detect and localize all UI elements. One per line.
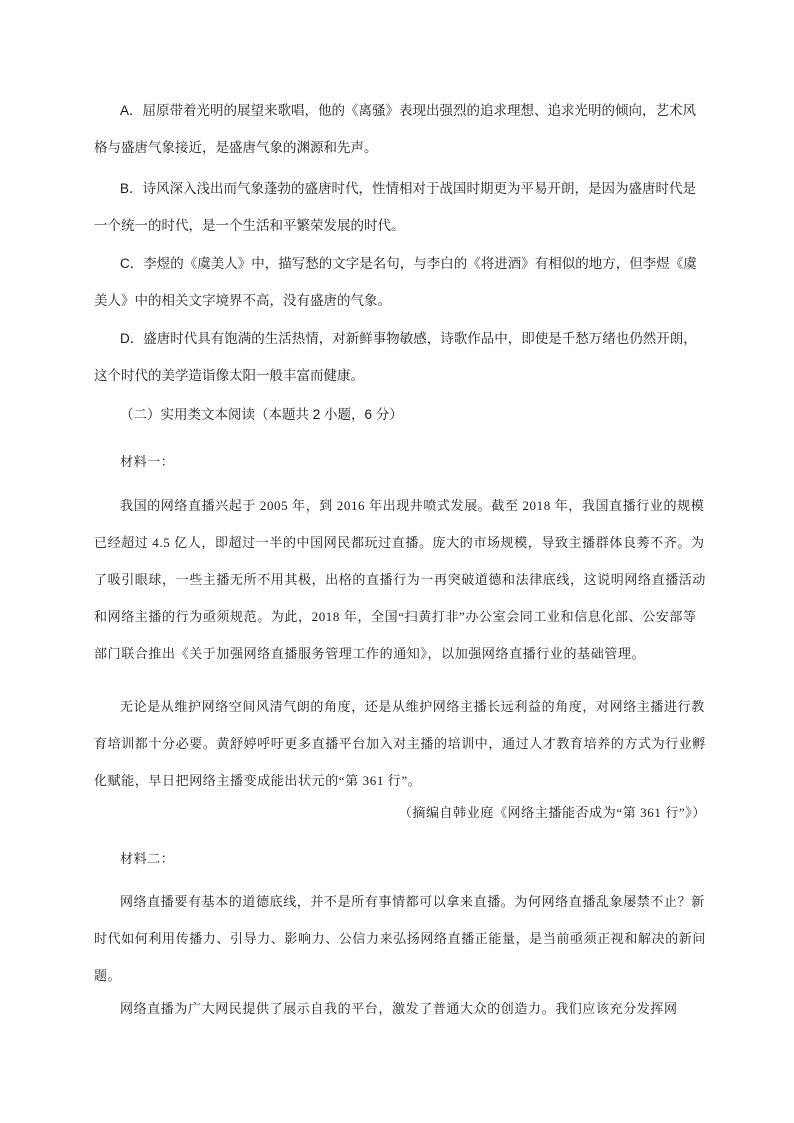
material-1-paragraph-2: 无论是从维护网络空间风清气朗的角度，还是从维护网络主播长远利益的角度，对网络主播进行教育培训都十分必要。黄舒婷呼吁更多直播平台加入对主播的培训中，通过人才教育培养的方式为行业孵化赋能，早日把网络主播变成能出状元的“第 361 行”。: [94, 699, 707, 788]
material-1-paragraph-1: 我国的网络直播兴起于 2005 年，到 2016 年出现井喷式发展。截至 2018 年，我国直播行业的规模已经超过 4.5 亿人，即超过一半的中国网民都玩过直播。庞大的市场规模，导致主播群体良莠不齐。为了吸引眼球，一些主播无所不用其极，出格的直播行为一再突破道德和法律底线，这说明网络直播活动和网络主播的行为亟须规范。为此，2018 年，全国“扫黄打非”办公室会同工业和信息化部、公安部等部门联合推出《关于加强网络直播服务管理工作的通知》，以加强网络直播行业的基础管理。: [94, 498, 707, 661]
material-2-paragraph-2: 网络直播为广大网民提供了展示自我的平台，激发了普通大众的创造力。我们应该充分发挥网: [120, 1001, 678, 1016]
material-2-label: 材料二：: [120, 851, 175, 866]
section-heading: （二）实用类文本阅读（本题共 2 小题，6 分）: [120, 407, 403, 422]
option-b: B．诗风深入浅出而气象蓬勃的盛唐时代，性情相对于战国时期更为平易开朗，是因为盛唐时代是一个统一的时代，是一个生活和平繁荣发展的时代。: [94, 181, 697, 233]
material-1-source: （摘编自韩业庭《网络主播能否成为“第 361 行”》）: [398, 805, 706, 820]
material-2-paragraph-1: 网络直播要有基本的道德底线，并不是所有事情都可以拿来直播。为何网络直播乱象屡禁不止？新时代如何利用传播力、引导力、影响力、公信力来弘扬网络直播正能量，是当前亟须正视和解决的新问题。: [94, 894, 707, 983]
option-c: C．李煜的《虞美人》中，描写愁的文字是名句，与李白的《将进酒》有相似的地方，但李煜《虞美人》中的相关文字境界不高，没有盛唐的气象。: [94, 256, 697, 308]
option-a: A．屈原带着光明的展望来歌唱，他的《离骚》表现出强烈的追求理想、追求光明的倾向，艺术风格与盛唐气象接近，是盛唐气象的渊源和先声。: [94, 103, 697, 155]
option-d: D．盛唐时代具有饱满的生活热情，对新鲜事物敏感，诗歌作品中，即使是千愁万绪也仍然开朗，这个时代的美学造诣像太阳一般丰富而健康。: [94, 331, 697, 383]
material-1-label: 材料一：: [120, 454, 175, 469]
